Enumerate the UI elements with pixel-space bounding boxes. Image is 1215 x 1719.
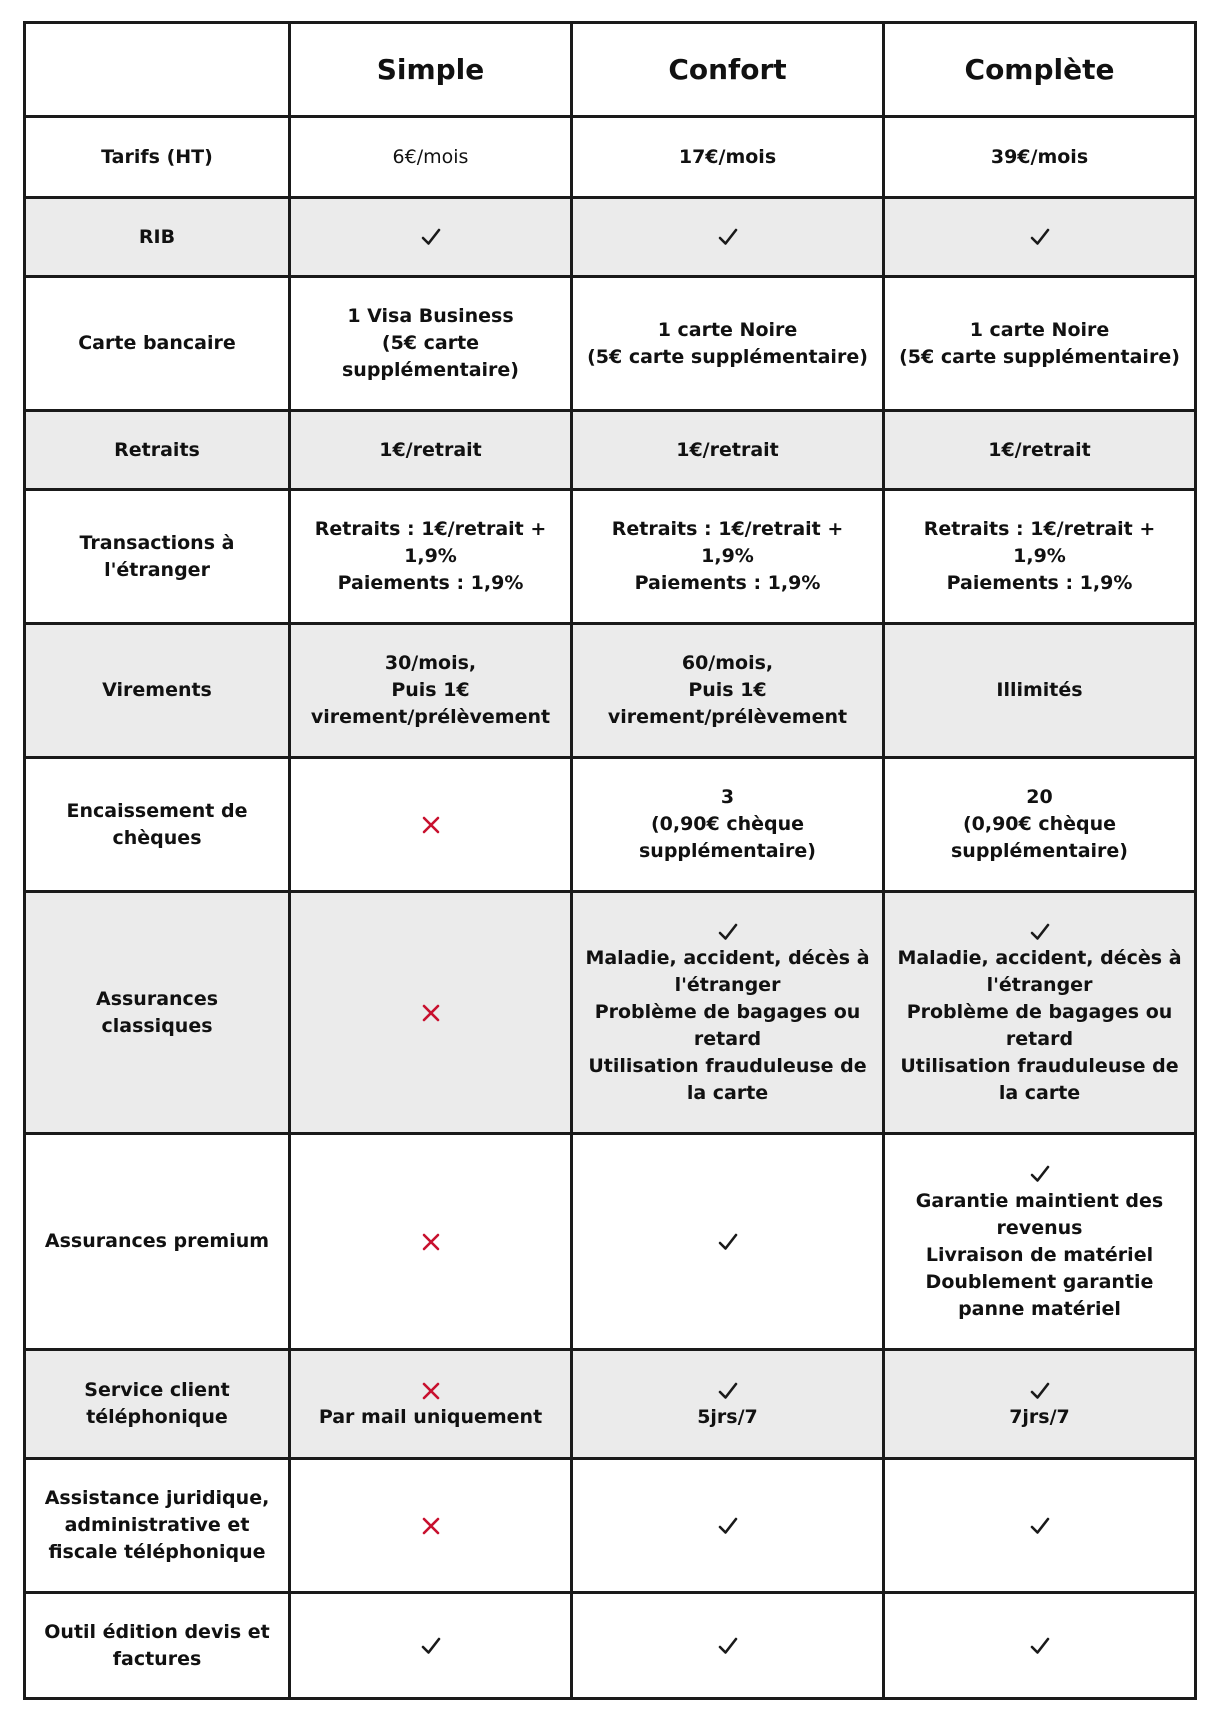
cell-confort xyxy=(572,198,884,277)
mark-line xyxy=(301,224,560,251)
row-label: Retraits xyxy=(25,411,290,490)
mark-line xyxy=(301,1377,560,1404)
cell-complete xyxy=(884,1459,1196,1593)
mark-line xyxy=(583,1632,872,1659)
cell-simple xyxy=(290,758,572,892)
cell-text: 17€/mois xyxy=(678,145,777,168)
cell-simple xyxy=(290,411,572,490)
cell-confort xyxy=(572,758,884,892)
mark-line xyxy=(895,224,1184,251)
check-icon xyxy=(716,1230,740,1254)
check-icon xyxy=(1028,1514,1052,1538)
cell-complete xyxy=(884,758,1196,892)
cell-text: 1 Visa Business (5€ carte supplémentaire) xyxy=(341,305,519,381)
cell-text: 1 carte Noire (5€ carte supplémentaire) xyxy=(587,318,868,368)
cell-text: 1€/retrait xyxy=(676,438,779,461)
cell-text: Garantie maintient des revenus Livraison de matériel Doublement garantie panne matériel xyxy=(915,1189,1164,1320)
row-label: Assurances premium xyxy=(25,1134,290,1350)
mark-line xyxy=(583,918,872,945)
mark-line xyxy=(583,1228,872,1255)
table-row xyxy=(25,892,1196,1134)
table-row xyxy=(25,277,1196,411)
table-row xyxy=(25,490,1196,624)
cell-confort xyxy=(572,117,884,198)
cell-simple xyxy=(290,277,572,411)
cell-text: 1 carte Noire (5€ carte supplémentaire) xyxy=(899,318,1180,368)
header-corner xyxy=(25,23,290,117)
cell-text: 5jrs/7 xyxy=(697,1406,758,1428)
cell-complete xyxy=(884,198,1196,277)
cell-text: 6€/mois xyxy=(392,145,469,168)
cell-simple xyxy=(290,1350,572,1459)
cell-simple xyxy=(290,198,572,277)
cell-confort xyxy=(572,892,884,1134)
cell-confort xyxy=(572,1134,884,1350)
cross-icon xyxy=(419,1379,443,1403)
cross-icon xyxy=(419,1001,443,1025)
cell-text: Par mail uniquement xyxy=(318,1406,543,1428)
cell-confort xyxy=(572,1593,884,1699)
check-icon xyxy=(716,1634,740,1658)
cell-text: 39€/mois xyxy=(990,145,1089,168)
check-icon xyxy=(1028,920,1052,944)
header-confort: Confort xyxy=(572,23,884,117)
cell-simple xyxy=(290,892,572,1134)
header-row xyxy=(25,23,1196,117)
cell-text: Illimités xyxy=(996,679,1083,701)
table-row xyxy=(25,1459,1196,1593)
cell-text: Retraits : 1€/retrait + 1,9% Paiements : 1,9% xyxy=(923,518,1156,594)
row-label: Encaissement de chèques xyxy=(25,758,290,892)
cell-simple xyxy=(290,490,572,624)
header-simple: Simple xyxy=(290,23,572,117)
cell-confort xyxy=(572,277,884,411)
check-icon xyxy=(1028,1162,1052,1186)
cross-icon xyxy=(419,1230,443,1254)
mark-line xyxy=(895,1377,1184,1404)
cell-confort xyxy=(572,490,884,624)
cell-complete xyxy=(884,1593,1196,1699)
check-icon xyxy=(716,920,740,944)
cell-text: 3 (0,90€ chèque supplémentaire) xyxy=(638,786,816,862)
cell-text: 1€/retrait xyxy=(379,438,482,461)
mark-line xyxy=(301,999,560,1026)
cell-confort xyxy=(572,624,884,758)
cell-complete xyxy=(884,117,1196,198)
cell-text: 30/mois, Puis 1€ virement/prélèvement xyxy=(310,652,551,728)
check-icon xyxy=(1028,1379,1052,1403)
cell-complete xyxy=(884,1350,1196,1459)
check-icon xyxy=(1028,225,1052,249)
cross-icon xyxy=(419,1514,443,1538)
cell-complete xyxy=(884,1134,1196,1350)
table-row xyxy=(25,411,1196,490)
cell-complete xyxy=(884,411,1196,490)
row-label: Carte bancaire xyxy=(25,277,290,411)
mark-line xyxy=(895,1512,1184,1539)
cell-text: Retraits : 1€/retrait + 1,9% Paiements : 1,9% xyxy=(314,518,547,594)
cell-text: 60/mois, Puis 1€ virement/prélèvement xyxy=(607,652,848,728)
mark-line xyxy=(895,1632,1184,1659)
table-row xyxy=(25,117,1196,198)
cell-text: Maladie, accident, décès à l'étranger Problème de bagages ou retard Utilisation frauduleuse de la carte xyxy=(585,947,870,1104)
cell-simple xyxy=(290,624,572,758)
row-label: Outil édition devis et factures xyxy=(25,1593,290,1699)
cell-simple xyxy=(290,1134,572,1350)
row-label: Assurances classiques xyxy=(25,892,290,1134)
mark-line xyxy=(583,224,872,251)
cell-complete xyxy=(884,490,1196,624)
mark-line xyxy=(895,1161,1184,1188)
cell-confort xyxy=(572,1459,884,1593)
cell-complete xyxy=(884,892,1196,1134)
cross-icon xyxy=(419,813,443,837)
table-row xyxy=(25,1134,1196,1350)
mark-line xyxy=(583,1377,872,1404)
check-icon xyxy=(1028,1634,1052,1658)
table-row xyxy=(25,1593,1196,1699)
table-row xyxy=(25,198,1196,277)
cell-confort xyxy=(572,1350,884,1459)
row-label: Transactions à l'étranger xyxy=(25,490,290,624)
mark-line xyxy=(583,1512,872,1539)
table-row xyxy=(25,1350,1196,1459)
check-icon xyxy=(419,1634,443,1658)
check-icon xyxy=(716,1379,740,1403)
header-complete: Complète xyxy=(884,23,1196,117)
cell-complete xyxy=(884,624,1196,758)
cell-text: 7jrs/7 xyxy=(1009,1406,1070,1428)
cell-text: Maladie, accident, décès à l'étranger Problème de bagages ou retard Utilisation frauduleuse de la carte xyxy=(897,947,1182,1104)
cell-text: Retraits : 1€/retrait + 1,9% Paiements : 1,9% xyxy=(611,518,844,594)
row-label: RIB xyxy=(25,198,290,277)
mark-line xyxy=(895,918,1184,945)
row-label: Assistance juridique, administrative et fiscale téléphonique xyxy=(25,1459,290,1593)
pricing-comparison-table xyxy=(23,21,1197,1700)
mark-line xyxy=(301,811,560,838)
cell-confort xyxy=(572,411,884,490)
row-label: Virements xyxy=(25,624,290,758)
cell-simple xyxy=(290,1459,572,1593)
check-icon xyxy=(716,1514,740,1538)
cell-text: 20 (0,90€ chèque supplémentaire) xyxy=(950,786,1128,862)
mark-line xyxy=(301,1512,560,1539)
row-label: Tarifs (HT) xyxy=(25,117,290,198)
cell-simple xyxy=(290,117,572,198)
table-body xyxy=(25,117,1196,1699)
cell-text: 1€/retrait xyxy=(988,438,1091,461)
mark-line xyxy=(301,1228,560,1255)
check-icon xyxy=(419,225,443,249)
cell-simple xyxy=(290,1593,572,1699)
row-label: Service client téléphonique xyxy=(25,1350,290,1459)
check-icon xyxy=(716,225,740,249)
mark-line xyxy=(301,1632,560,1659)
table-row xyxy=(25,758,1196,892)
cell-complete xyxy=(884,277,1196,411)
table-row xyxy=(25,624,1196,758)
